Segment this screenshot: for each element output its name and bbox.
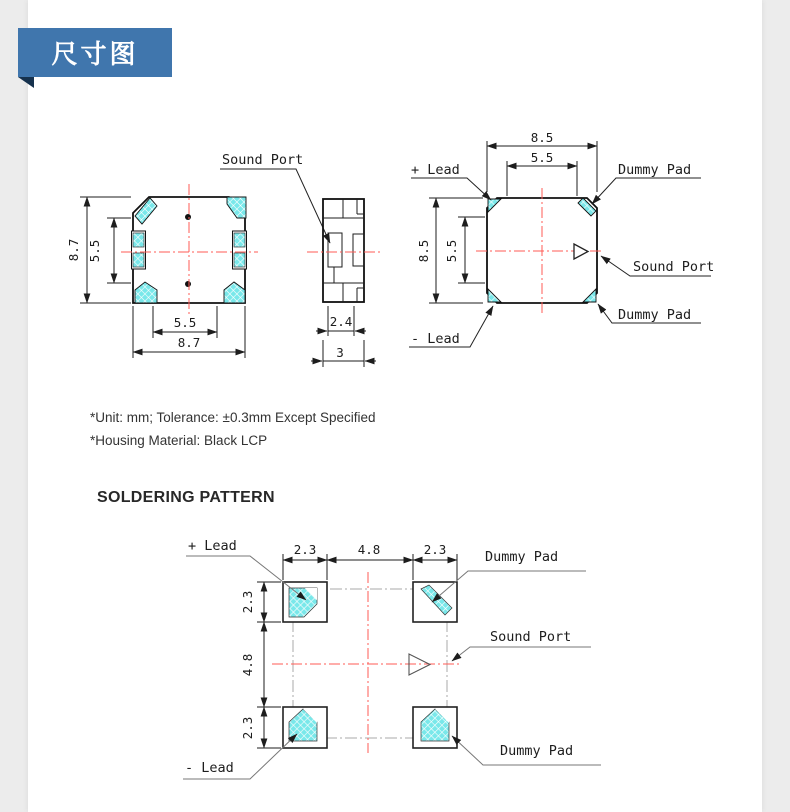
dim-label: 4.8: [357, 542, 381, 557]
dummy-pad-top-label: Dummy Pad: [485, 549, 559, 565]
corner-pad-bottom-right: [224, 282, 245, 303]
minus-lead-pad: [488, 289, 501, 302]
dim-label: 2.3: [240, 590, 255, 614]
section-ribbon: [18, 28, 172, 77]
dim-label: 2.3: [423, 542, 447, 557]
corner-pad-top-left: [135, 198, 157, 224]
sound-port-label: Sound Port: [633, 259, 715, 275]
dummy-pad-bottom: [583, 289, 596, 302]
dim-label: 5.5: [173, 315, 197, 330]
dummy-pad-top-label: Dummy Pad: [618, 162, 692, 178]
corner-pad-bottom-left: [135, 282, 157, 303]
soldering-pattern: [183, 538, 601, 779]
dim-label: 4.8: [240, 653, 255, 677]
dim-label: 8.7: [66, 238, 81, 262]
sound-port-marker: [574, 244, 588, 259]
dummy-pad-bottom-label: Dummy Pad: [618, 307, 692, 323]
ribbon-title: 尺寸图: [51, 39, 139, 69]
plus-lead-leader: [411, 178, 491, 200]
dim-label: 5.5: [530, 150, 554, 165]
dim-label: 5.5: [87, 239, 102, 263]
dim-label: 5.5: [444, 239, 459, 263]
sound-port-label: Sound Port: [490, 629, 572, 645]
top-view: [409, 130, 714, 347]
dummy-pad-top: [578, 198, 596, 216]
side-terminal-right-pad-a: [234, 233, 245, 247]
drawing-notes: [90, 406, 376, 452]
minus-lead-label: - Lead: [185, 760, 234, 776]
note-housing-material: *Housing Material: Black LCP: [90, 433, 268, 448]
dim-label: 2.3: [293, 542, 317, 557]
note-unit-tolerance: *Unit: mm; Tolerance: ±0.3mm Except Specified: [90, 410, 376, 425]
sound-port-label: Sound Port: [222, 152, 304, 168]
dim-label: 2.3: [240, 716, 255, 740]
minus-lead-label: - Lead: [411, 331, 460, 347]
side-view: [307, 199, 381, 367]
dim-label: 2.4: [329, 314, 353, 329]
dummy-pad-bottom-label: Dummy Pad: [500, 743, 574, 759]
plus-lead-pad: [488, 199, 501, 212]
plus-lead-label: + Lead: [188, 538, 237, 554]
side-view-slot-right: [353, 234, 364, 266]
side-view-sound-slot: [328, 233, 342, 267]
dim-label: 8.5: [416, 239, 431, 263]
dummy-pad-top-leader: [592, 178, 701, 204]
plus-lead-label: + Lead: [411, 162, 460, 178]
sound-port-leader: [452, 647, 591, 661]
side-terminal-right-pad-b: [234, 253, 245, 267]
dim-label: 3: [336, 345, 344, 360]
corner-pad-top-right: [227, 197, 246, 218]
soldering-pattern-heading: SOLDERING PATTERN: [97, 489, 275, 506]
bottom-view: [66, 152, 330, 358]
dim-label: 8.5: [530, 130, 554, 145]
side-terminal-left-pad-b: [133, 253, 144, 267]
dim-label: 8.7: [177, 335, 201, 350]
pin-mark-bottom: [185, 281, 191, 287]
pin-mark-top: [185, 214, 191, 220]
side-terminal-left-pad-a: [133, 233, 144, 247]
